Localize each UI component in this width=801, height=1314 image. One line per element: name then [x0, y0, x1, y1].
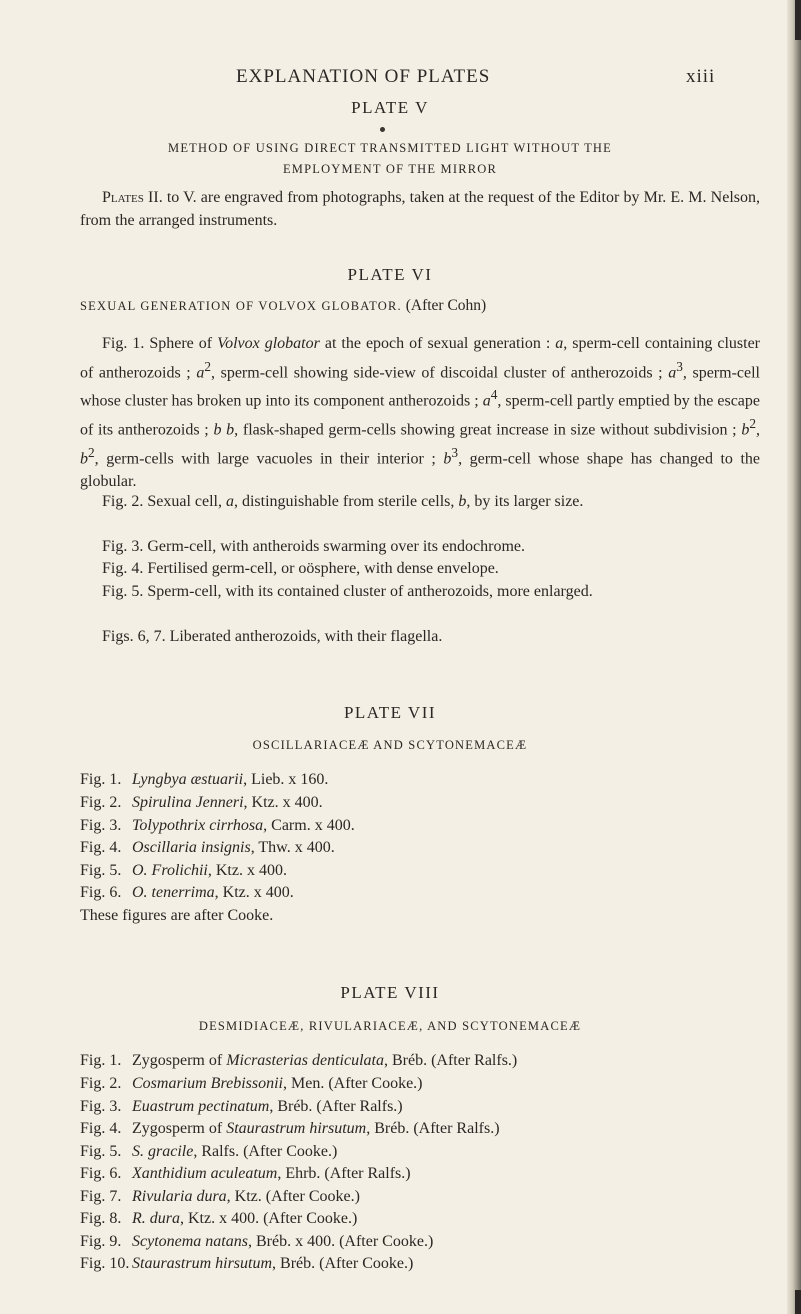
species-name: Xanthidium aculeatum [132, 1165, 278, 1182]
plate-vi-fig-3: Fig. 3. Germ-cell, with antheroids swarming over its endochrome. [102, 538, 526, 555]
plate-viii-fig [80, 1188, 360, 1206]
fig-label: Fig. 4. [80, 1120, 122, 1137]
species-name: Micrasterias denticulata [226, 1052, 384, 1069]
plate-vii-title: PLATE VII [343, 703, 437, 722]
fig-rest: , Men. (After Cooke.) [282, 1075, 423, 1092]
fig-text: , germ-cell whose shape has changed to the globular. [80, 450, 761, 490]
fig-label: Fig. 5. [80, 1143, 122, 1160]
fig-label: Fig. 1. [80, 771, 122, 788]
species-name: Cosmarium Brebissonii [132, 1075, 283, 1092]
plate-viii-fig [80, 1120, 500, 1138]
fig-rest: , Ehrb. (After Ralfs.) [277, 1165, 411, 1182]
fig-rest: , Lieb. x 160. [243, 771, 329, 788]
plate-vi-fig-4: Fig. 4. Fertilised germ-cell, or oösphere, with dense envelope. [102, 560, 499, 577]
plate-vii-note: These figures are after Cooke. [80, 907, 274, 924]
fig-superscript: 2 [204, 358, 211, 374]
fig-label: Fig. 7. [80, 1188, 122, 1205]
plate-vi-subtitle-main: SEXUAL GENERATION OF VOLVOX GLOBATOR. [80, 299, 402, 313]
fig-text: , distinguishable from sterile cells, [233, 493, 459, 510]
species-name: S. gracile [132, 1143, 194, 1160]
fig-rest: , Bréb. (After Cooke.) [272, 1255, 414, 1272]
ink-dot-mark [380, 127, 385, 132]
edge-mark-bottom [795, 1290, 801, 1314]
fig-label: Fig. 8. [80, 1210, 122, 1227]
fig-rest: , Ktz. x 400. [207, 862, 287, 879]
plate-vii-fig [80, 862, 287, 880]
plate-vi-fig-5: Fig. 5. Sperm-cell, with its contained cluster of antherozoids, more enlarged. [102, 583, 593, 600]
fig-superscript: 2 [88, 444, 95, 460]
species-name: Tolypothrix cirrhosa [132, 817, 264, 834]
species-name: O. tenerrima [132, 884, 215, 901]
fig-letter: b b [213, 421, 235, 439]
fig-rest: , Ktz. x 400. (After Cooke.) [180, 1210, 358, 1227]
fig-label: Fig. 5. [80, 862, 122, 879]
fig-letter: a [196, 363, 205, 381]
species-name: Staurastrum hirsutum [132, 1255, 273, 1272]
fig-text: , sperm-cell showing side-view of discoidal cluster of antherozoids ; [211, 363, 669, 381]
fig-text: , sperm-cell containing cluster of antherozoids ; [80, 335, 760, 381]
fig-text: Fig. 1. Sphere of [102, 335, 218, 352]
fig-letter: a [668, 363, 677, 381]
fig-rest: , Carm. x 400. [263, 817, 355, 834]
fig-label: Fig. 3. [80, 1098, 122, 1115]
species-name: O. Frolichii [132, 862, 208, 879]
species-name: Staurastrum hirsutum [226, 1120, 367, 1137]
plate-viii-fig [80, 1052, 517, 1070]
fig-text: at the epoch of sexual generation : [319, 335, 556, 352]
species-name: Rivularia dura [132, 1188, 227, 1205]
running-head: EXPLANATION OF PLATES [236, 66, 491, 87]
plate-viii-subtitle: DESMIDIACEÆ, RIVULARIACEÆ, AND SCYTONEMACEÆ [198, 1019, 582, 1033]
fig-label: Fig. 1. [80, 1052, 122, 1069]
fig-rest: , Ktz. (After Cooke.) [226, 1188, 360, 1205]
fig-superscript: 3 [451, 444, 459, 460]
plate-v-subtitle-line1: METHOD OF USING DIRECT TRANSMITTED LIGHT WITHOUT THE [168, 141, 612, 155]
fig-superscript: 3 [676, 358, 683, 374]
plate-vii-fig [80, 839, 335, 857]
fig-superscript: 2 [749, 416, 756, 432]
plate-vii-fig [80, 817, 355, 835]
plate-vii-subtitle: OSCILLARIACEÆ AND SCYTONEMACEÆ [252, 738, 528, 752]
fig-text: , [756, 421, 760, 439]
species-name: Volvox globator [217, 335, 320, 352]
plate-vi-fig-2 [80, 491, 760, 514]
plate-vii-fig [80, 794, 323, 812]
plate-viii-fig [80, 1255, 413, 1273]
fig-text: , sperm-cell whose cluster has broken up into its component antherozoids ; [80, 363, 760, 410]
plate-v-subtitle-line2: EMPLOYMENT OF THE MIRROR [282, 162, 498, 176]
fig-letter: b [458, 493, 467, 510]
species-name: Euastrum pectinatum [132, 1098, 270, 1115]
fig-text: , sperm-cell partly emptied by the escape of its antherozoids ; [80, 392, 761, 439]
fig-text: , by its larger size. [466, 493, 584, 510]
plate-viii-fig [80, 1165, 411, 1183]
plate-v-title: PLATE V [351, 98, 429, 117]
fig-rest: , Ktz. x 400. [214, 884, 294, 901]
fig-letter: b [80, 450, 88, 468]
fig-pre: Zygosperm of [132, 1120, 227, 1137]
fig-rest: , Bréb. (After Ralfs.) [383, 1052, 518, 1069]
species-name: Spirulina Jenneri [132, 794, 244, 811]
fig-superscript: 4 [490, 387, 498, 403]
plate-vi-subtitle [80, 297, 486, 315]
plate-v-paragraph [80, 187, 760, 232]
plate-vii-fig [80, 884, 294, 902]
fig-letter: b [443, 450, 452, 468]
fig-label: Fig. 9. [80, 1233, 122, 1250]
plate-vi-title: PLATE VI [347, 265, 433, 284]
fig-text: , flask-shaped germ-cells showing great increase in size without subdivision ; [234, 421, 742, 439]
page-edge-shadow [787, 0, 801, 1314]
plate-viii-fig [80, 1098, 403, 1116]
fig-text: , germ-cells with large vacuoles in their interior ; [94, 450, 444, 468]
fig-label: Fig. 2. [80, 794, 122, 811]
plate-viii-fig [80, 1233, 433, 1251]
plate-viii-fig [80, 1210, 357, 1228]
plate-viii-fig [80, 1075, 423, 1093]
species-name: R. dura [132, 1210, 180, 1227]
page-number: xiii [686, 66, 716, 87]
fig-rest: , Ktz. x 400. [243, 794, 323, 811]
fig-rest: , Bréb. x 400. (After Cooke.) [247, 1233, 434, 1250]
plate-vi-subtitle-note: (After Cohn) [405, 297, 487, 314]
fig-label: Fig. 4. [80, 839, 122, 856]
fig-letter: a [555, 335, 564, 352]
fig-text: Fig. 2. Sexual cell, [102, 493, 226, 510]
species-name: Oscillaria insignis [132, 839, 251, 856]
plate-viii-title: PLATE VIII [340, 983, 440, 1002]
fig-rest: , Thw. x 400. [250, 839, 335, 856]
fig-label: Fig. 3. [80, 817, 122, 834]
fig-label: Fig. 10. [80, 1255, 130, 1272]
plate-vii-fig [80, 771, 328, 789]
plate-v-para-rest: II. to V. are engraved from photographs, taken at the request of the Editor by Mr. E. M. Nelson, from the arranged instruments. [80, 189, 760, 229]
fig-rest: , Bréb. (After Ralfs.) [366, 1120, 500, 1137]
plate-vi-figs-6-7: Figs. 6, 7. Liberated antherozoids, with their flagella. [102, 628, 443, 645]
fig-letter: a [225, 493, 234, 510]
edge-mark-top [795, 0, 801, 40]
plate-v-para-lead: Plates [102, 189, 144, 206]
fig-label: Fig. 2. [80, 1075, 122, 1092]
fig-rest: , Ralfs. (After Cooke.) [193, 1143, 338, 1160]
fig-letter: a [482, 392, 491, 410]
plate-vi-fig-1 [80, 333, 760, 493]
fig-letter: b [741, 421, 750, 439]
fig-label: Fig. 6. [80, 1165, 122, 1182]
species-name: Scytonema natans [132, 1233, 248, 1250]
fig-label: Fig. 6. [80, 884, 122, 901]
species-name: Lyngbya æstuarii [132, 771, 244, 788]
fig-pre: Zygosperm of [132, 1052, 227, 1069]
fig-rest: , Bréb. (After Ralfs.) [269, 1098, 403, 1115]
plate-viii-fig [80, 1143, 337, 1161]
